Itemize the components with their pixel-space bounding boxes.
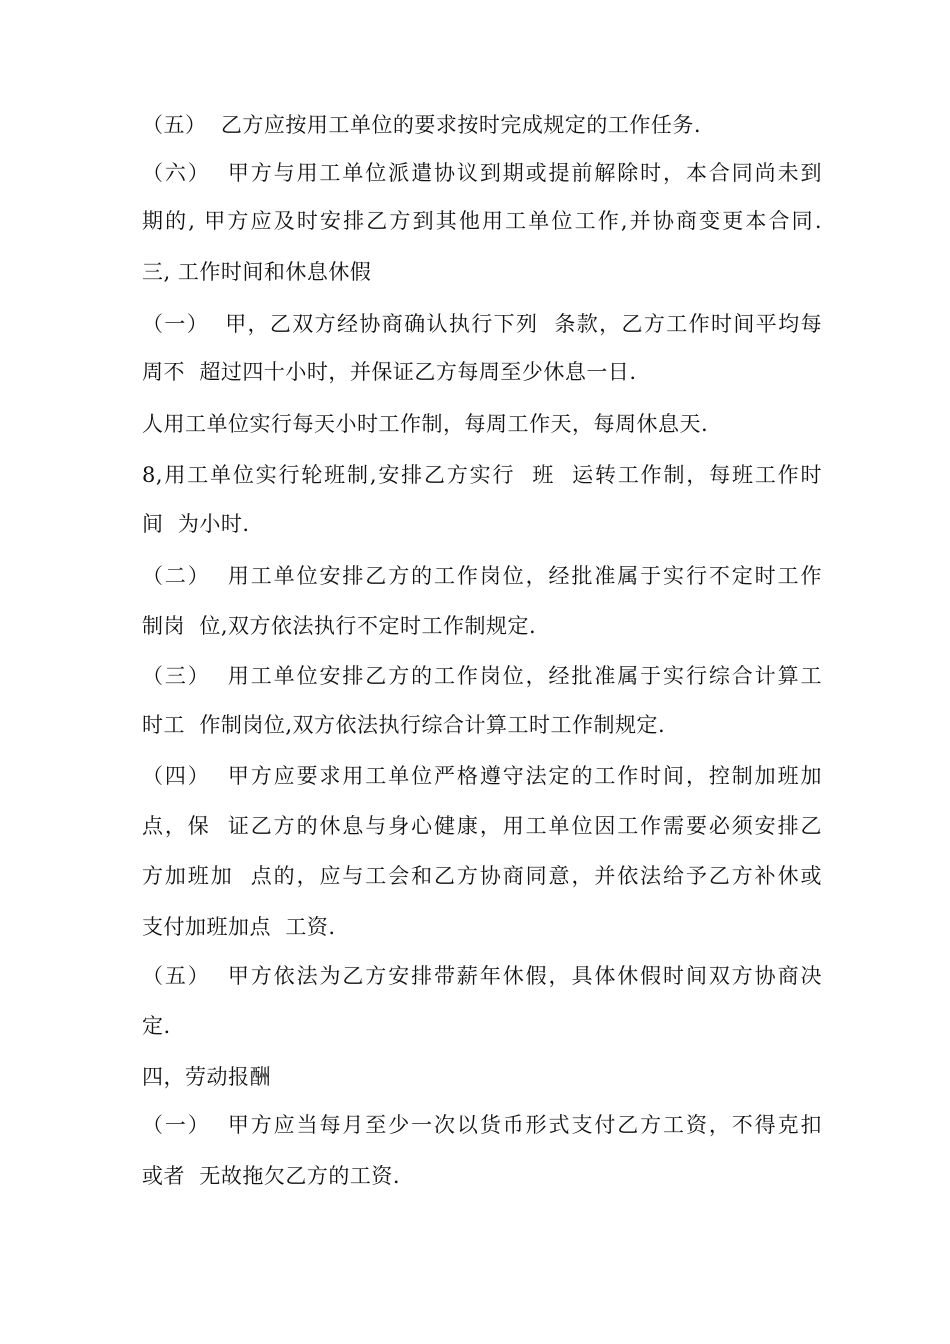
- text-line: 定.: [142, 1014, 171, 1038]
- text-line: 制岗 位,双方依法执行不定时工作制规定.: [142, 614, 537, 638]
- text-line: （五） 甲方依法为乙方安排带薪年休假，具体休假时间双方协商决: [142, 964, 822, 988]
- text-line: （六） 甲方与用工单位派遣协议到期或提前解除时，本合同尚未到: [142, 161, 822, 185]
- text-line: （三） 用工单位安排乙方的工作岗位，经批准属于实行综合计算工: [142, 664, 822, 688]
- text-line: （五） 乙方应按用工单位的要求按时完成规定的工作任务.: [142, 113, 702, 137]
- section-heading: 三, 工作时间和休息休假: [142, 260, 372, 284]
- text-line: （二） 用工单位安排乙方的工作岗位，经批准属于实行不定时工作: [142, 564, 822, 588]
- text-line: 期的, 甲方应及时安排乙方到其他用工单位工作,并协商变更本合同.: [142, 209, 822, 233]
- text-line: （一） 甲，乙双方经协商确认执行下列 条款，乙方工作时间平均每: [142, 312, 822, 336]
- text-line: 时工 作制岗位,双方依法执行综合计算工时工作制规定.: [142, 713, 666, 737]
- text-line: （一） 甲方应当每月至少一次以货币形式支付乙方工资，不得克扣: [142, 1113, 822, 1137]
- text-line: 8,用工单位实行轮班制,安排乙方实行 班 运转工作制，每班工作时: [142, 463, 822, 487]
- text-line: 周不 超过四十小时，并保证乙方每周至少休息一日.: [142, 360, 637, 384]
- text-line: 人用工单位实行每天小时工作制，每周工作天，每周休息天.: [142, 412, 709, 436]
- text-line: 支付加班加点 工资.: [142, 915, 336, 939]
- text-line: 或者 无故拖欠乙方的工资.: [142, 1164, 401, 1188]
- section-heading: 四，劳动报酬: [142, 1065, 271, 1089]
- text-line: 方加班加 点的，应与工会和乙方协商同意，并依法给予乙方补休或: [142, 864, 822, 888]
- text-line: 点，保 证乙方的休息与身心健康，用工单位因工作需要必须安排乙: [142, 814, 822, 838]
- text-line: （四） 甲方应要求用工单位严格遵守法定的工作时间，控制加班加: [142, 764, 822, 788]
- text-line: 间 为小时.: [142, 512, 250, 536]
